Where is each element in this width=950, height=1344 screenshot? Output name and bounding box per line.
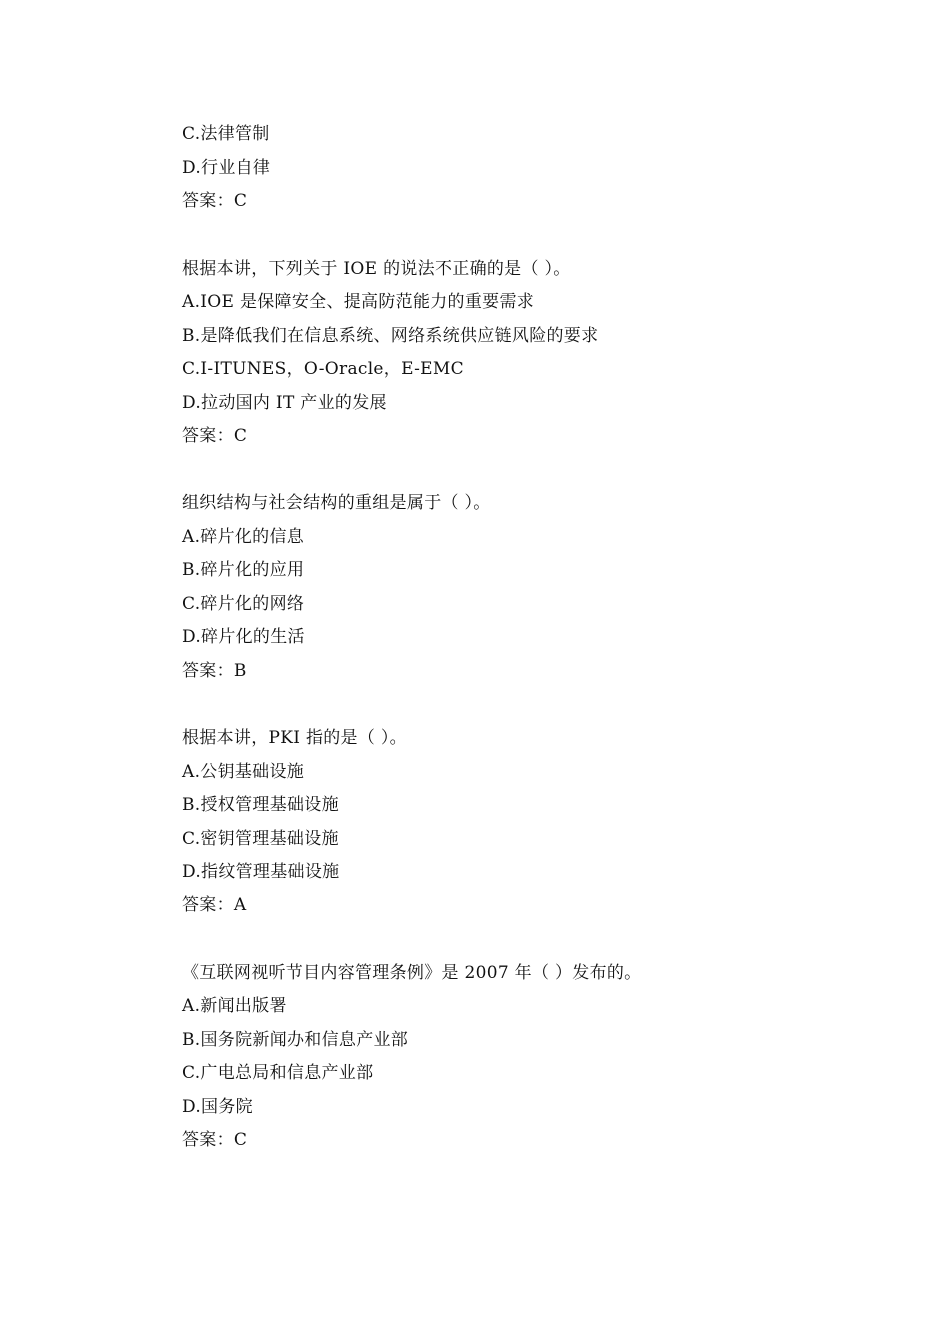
option-d: D.行业自律 [182, 158, 271, 178]
option-c: C.法律管制 [182, 124, 270, 144]
option-c: C.广电总局和信息产业部 [182, 1063, 374, 1083]
answer-line: 答案：A [182, 895, 247, 915]
option-a: A.碎片化的信息 [182, 527, 305, 547]
answer-line: 答案：C [182, 1130, 248, 1150]
option-d: D.国务院 [182, 1097, 253, 1117]
question-stem: 组织结构与社会结构的重组是属于（ ）。 [182, 493, 491, 513]
option-a: A.新闻出版署 [182, 996, 287, 1016]
question-stem: 《互联网视听节目内容管理条例》是 2007 年（ ）发布的。 [182, 963, 642, 983]
option-b: B.是降低我们在信息系统、网络系统供应链风险的要求 [182, 326, 599, 346]
option-d: D.指纹管理基础设施 [182, 862, 340, 882]
option-c: C.I-ITUNES，O-Oracle，E-EMC [182, 359, 464, 379]
option-b: B.碎片化的应用 [182, 560, 305, 580]
option-b: B.国务院新闻办和信息产业部 [182, 1030, 409, 1050]
answer-line: 答案：B [182, 661, 247, 681]
option-c: C.碎片化的网络 [182, 594, 305, 614]
option-d: D.拉动国内 IT 产业的发展 [182, 393, 387, 413]
question-stem: 根据本讲，下列关于 IOE 的说法不正确的是（ ）。 [182, 259, 571, 279]
option-c: C.密钥管理基础设施 [182, 829, 339, 849]
answer-line: 答案：C [182, 426, 248, 446]
answer-line: 答案：C [182, 191, 248, 211]
option-a: A.公钥基础设施 [182, 762, 305, 782]
option-a: A.IOE 是保障安全、提高防范能力的重要需求 [182, 292, 535, 312]
question-stem: 根据本讲，PKI 指的是（ ）。 [182, 728, 407, 748]
option-d: D.碎片化的生活 [182, 627, 305, 647]
option-b: B.授权管理基础设施 [182, 795, 339, 815]
